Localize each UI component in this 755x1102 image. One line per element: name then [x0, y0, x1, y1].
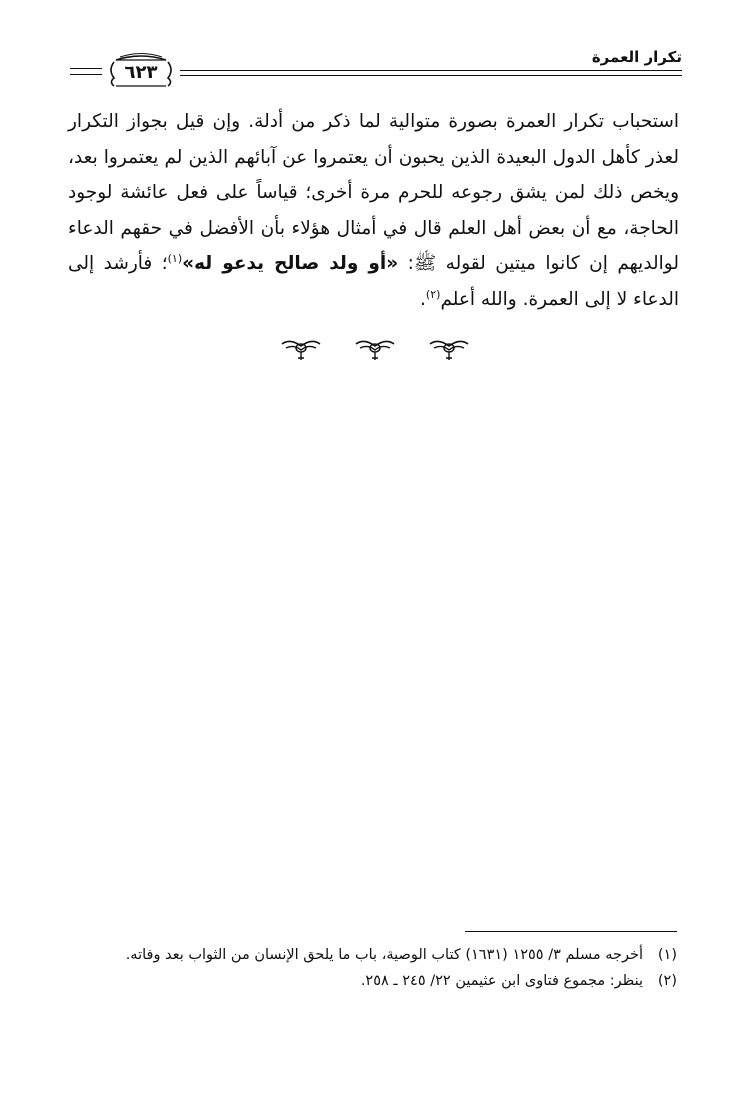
paragraph-text-2: ؛ فأرشد إلى الدعاء لا إلى العمرة. والله أعلم	[68, 253, 679, 310]
floral-ornament-icon	[354, 336, 396, 362]
running-title: تكرار العمرة	[591, 48, 682, 66]
page-number: ٦٢٣	[124, 62, 158, 83]
footnote-number: (٢)	[657, 973, 677, 989]
hadith-quote: «أو ولد صالح يدعو له»	[182, 253, 399, 274]
page-number-frame	[106, 50, 176, 88]
header-rule-left-bottom	[70, 74, 102, 75]
footnote-2	[70, 968, 677, 994]
paragraph-end: .	[420, 288, 426, 310]
header-rule-left-top	[70, 68, 102, 69]
main-paragraph	[68, 104, 679, 317]
footnotes	[70, 942, 677, 994]
header-rule-top	[180, 70, 682, 71]
footnote-1	[70, 942, 677, 968]
footnote-number: (١)	[657, 947, 677, 963]
header-rule-bottom	[180, 75, 682, 76]
footnote-text: أخرجه مسلم ٣/ ١٢٥٥ (١٦٣١) كتاب الوصية، باب ما يلحق الإنسان من الثواب بعد وفاته.	[125, 947, 643, 963]
footnote-separator	[465, 931, 677, 932]
paragraph-text-1: استحباب تكرار العمرة بصورة متوالية لما ذكر من أدلة. وإن قيل بجواز التكرار لعذر كأهل الدول البعيدة الذين يحبون أن يعتمروا عن آبائهم الذين لم يعتمروا بعد، ويخص ذلك لمن يشق رجوعه للحرم مرة أخرى؛ قياساً على فعل عائشة لوجود الحاجة، مع أن بعض أهل العلم قال في أمثال هؤلاء بأن الأفضل في حقهم الدعاء لوالديهم إن كانوا ميتين لقوله ﷺ:	[68, 111, 679, 274]
floral-ornament-icon	[280, 336, 322, 362]
floral-ornament-icon	[428, 336, 470, 362]
footnote-ref-2: (٢)	[425, 287, 441, 301]
section-divider	[280, 336, 470, 366]
footnote-text: ينظر: مجموع فتاوى ابن عثيمين ٢٢/ ٢٤٥ ـ ٢٥٨.	[360, 973, 643, 989]
footnote-ref-1: (١)	[167, 251, 183, 265]
page-header	[70, 40, 682, 88]
